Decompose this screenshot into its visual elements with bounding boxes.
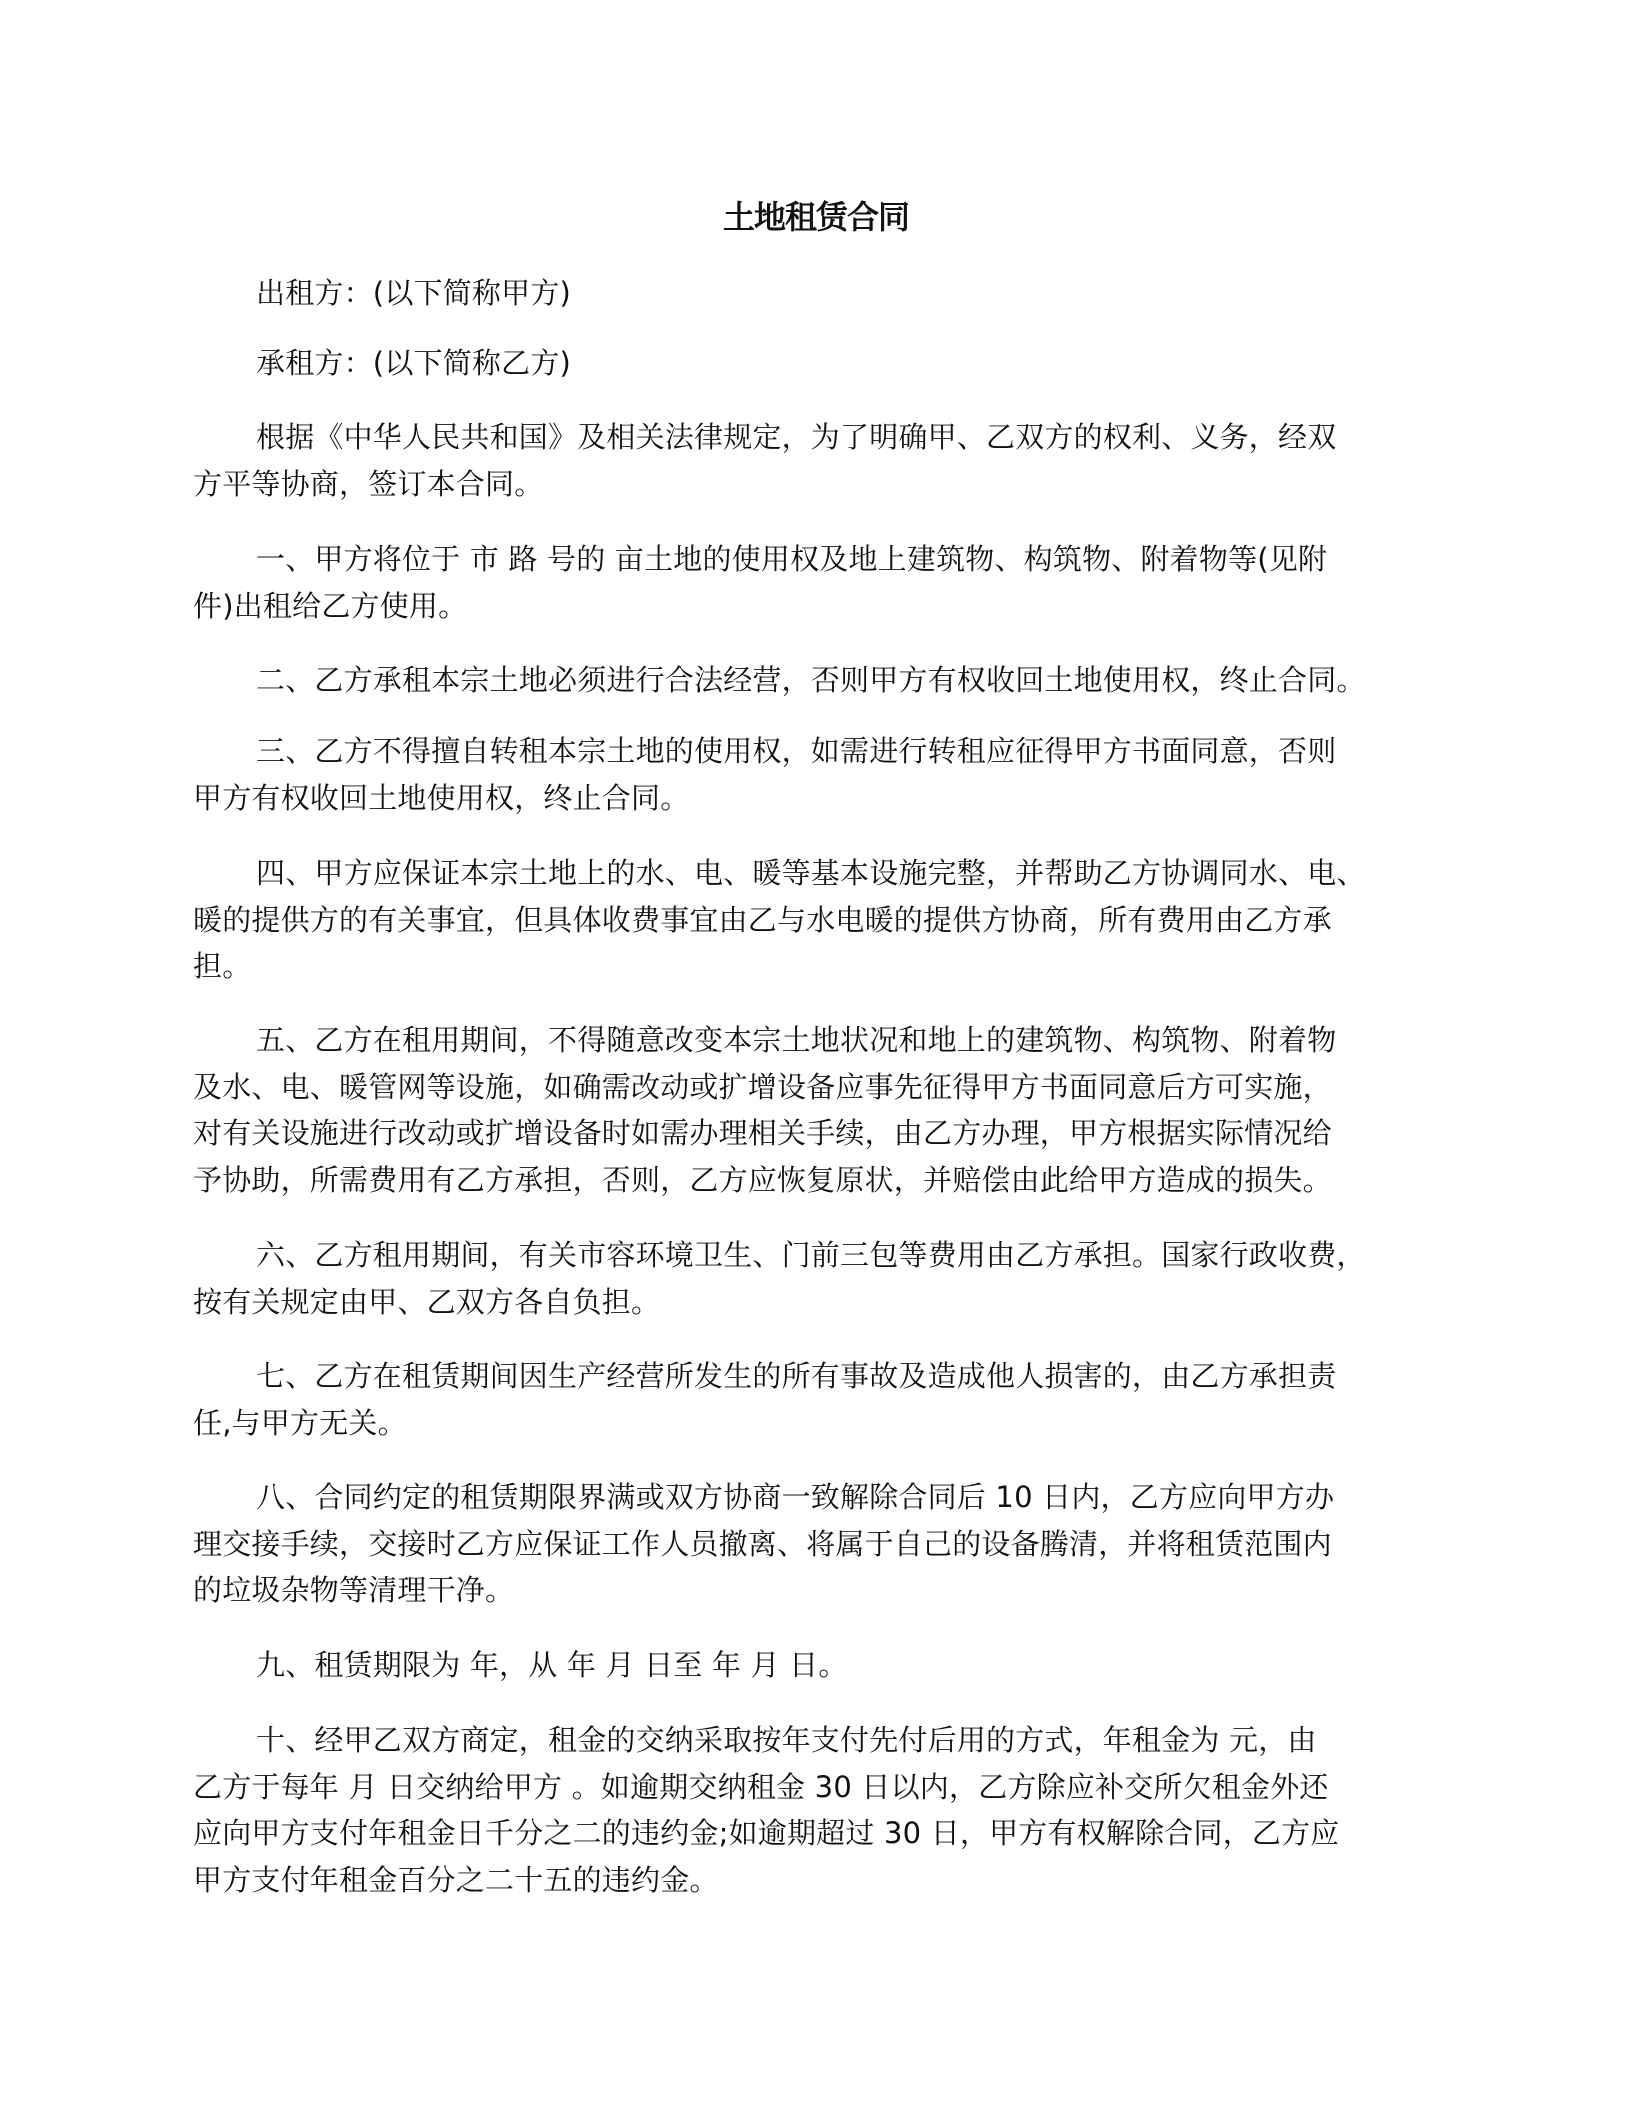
text-line: 四、甲方应保证本宗土地上的水、电、暖等基本设施完整，并帮助乙方协调同水、电、: [256, 856, 1366, 890]
paragraph-lessor: [193, 270, 1463, 317]
text-line: 二、乙方承租本宗土地必须进行合法经营，否则甲方有权收回土地使用权，终止合同。: [256, 663, 1366, 697]
paragraph-clause-4: [193, 850, 1463, 990]
paragraph-clause-7: [193, 1353, 1463, 1446]
text-line: 对有关设施进行改动或扩增设备时如需办理相关手续，由乙方办理，甲方根据实际情况给: [193, 1116, 1332, 1150]
text-line: 担。: [193, 949, 252, 983]
text-line: 按有关规定由甲、乙双方各自负担。: [193, 1284, 661, 1319]
paragraph-clause-3: [193, 728, 1463, 821]
text-line: 及水、电、暖管网等设施，如确需改动或扩增设备应事先征得甲方书面同意后方可实施，: [193, 1069, 1332, 1104]
paragraph-clause-6: [193, 1232, 1463, 1325]
text-line: 的垃圾杂物等清理干净。: [193, 1573, 515, 1607]
paragraph-clause-2: [193, 657, 1463, 704]
text-line: 方平等协商，签订本合同。: [193, 466, 544, 501]
text-line: 六、乙方租用期间，有关市容环境卫生、门前三包等费用由乙方承担。国家行政收费，: [256, 1238, 1366, 1272]
text-line: 甲方支付年租金百分之二十五的违约金。: [193, 1862, 719, 1897]
text-line: 一、甲方将位于 市 路 号的 亩土地的使用权及地上建筑物、构筑物、附着物等(见附: [256, 542, 1328, 576]
text-line: 任,与甲方无关。: [193, 1405, 407, 1440]
paragraph-clause-5: [193, 1017, 1463, 1203]
text-line: 乙方于每年 月 日交纳给甲方 。如逾期交纳租金 30 日以内，乙方除应补交所欠租金外还: [193, 1769, 1329, 1804]
text-line: 九、租赁期限为 年，从 年 月 日至 年 月 日。: [256, 1648, 848, 1682]
text-line: 三、乙方不得擅自转租本宗土地的使用权，如需进行转租应征得甲方书面同意，否则: [256, 734, 1337, 768]
text-line: 甲方有权收回土地使用权，终止合同。: [193, 780, 690, 815]
text-line: 七、乙方在租赁期间因生产经营所发生的所有事故及造成他人损害的，由乙方承担责: [256, 1359, 1337, 1393]
text-line: 十、经甲乙双方商定，租金的交纳采取按年支付先付后用的方式，年租金为 元，由: [256, 1723, 1317, 1757]
paragraph-clause-8: [193, 1474, 1463, 1614]
text-line: 予协助，所需费用有乙方承担，否则，乙方应恢复原状，并赔偿由此给甲方造成的损失。: [193, 1162, 1332, 1197]
text-line: 暖的提供方的有关事宜，但具体收费事宜由乙与水电暖的提供方协商，所有费用由乙方承: [193, 902, 1332, 937]
paragraph-clause-9: [193, 1642, 1463, 1689]
text-line: 应向甲方支付年租金日千分之二的违约金;如逾期超过 30 日，甲方有权解除合同，乙方应: [193, 1816, 1340, 1850]
paragraph-clause-10: [193, 1717, 1463, 1903]
paragraph-preamble: [193, 414, 1463, 507]
text-line: 承租方：(以下简称乙方): [256, 346, 572, 380]
document-title: 土地租赁合同: [722, 198, 909, 236]
text-line: 出租方：(以下简称甲方): [256, 276, 572, 310]
text-line: 理交接手续，交接时乙方应保证工作人员撤离、将属于自己的设备腾清，并将租赁范围内: [193, 1526, 1332, 1561]
paragraph-lessee: [193, 340, 1463, 387]
paragraph-clause-1: [193, 536, 1463, 629]
text-line: 件)出租给乙方使用。: [193, 588, 468, 623]
text-line: 八、合同约定的租赁期限界满或双方协商一致解除合同后 10 日内，乙方应向甲方办: [256, 1480, 1335, 1514]
text-line: 五、乙方在租用期间，不得随意改变本宗土地状况和地上的建筑物、构筑物、附着物: [256, 1023, 1337, 1057]
text-line: 根据《中华人民共和国》及相关法律规定，为了明确甲、乙双方的权利、义务，经双: [256, 420, 1337, 454]
